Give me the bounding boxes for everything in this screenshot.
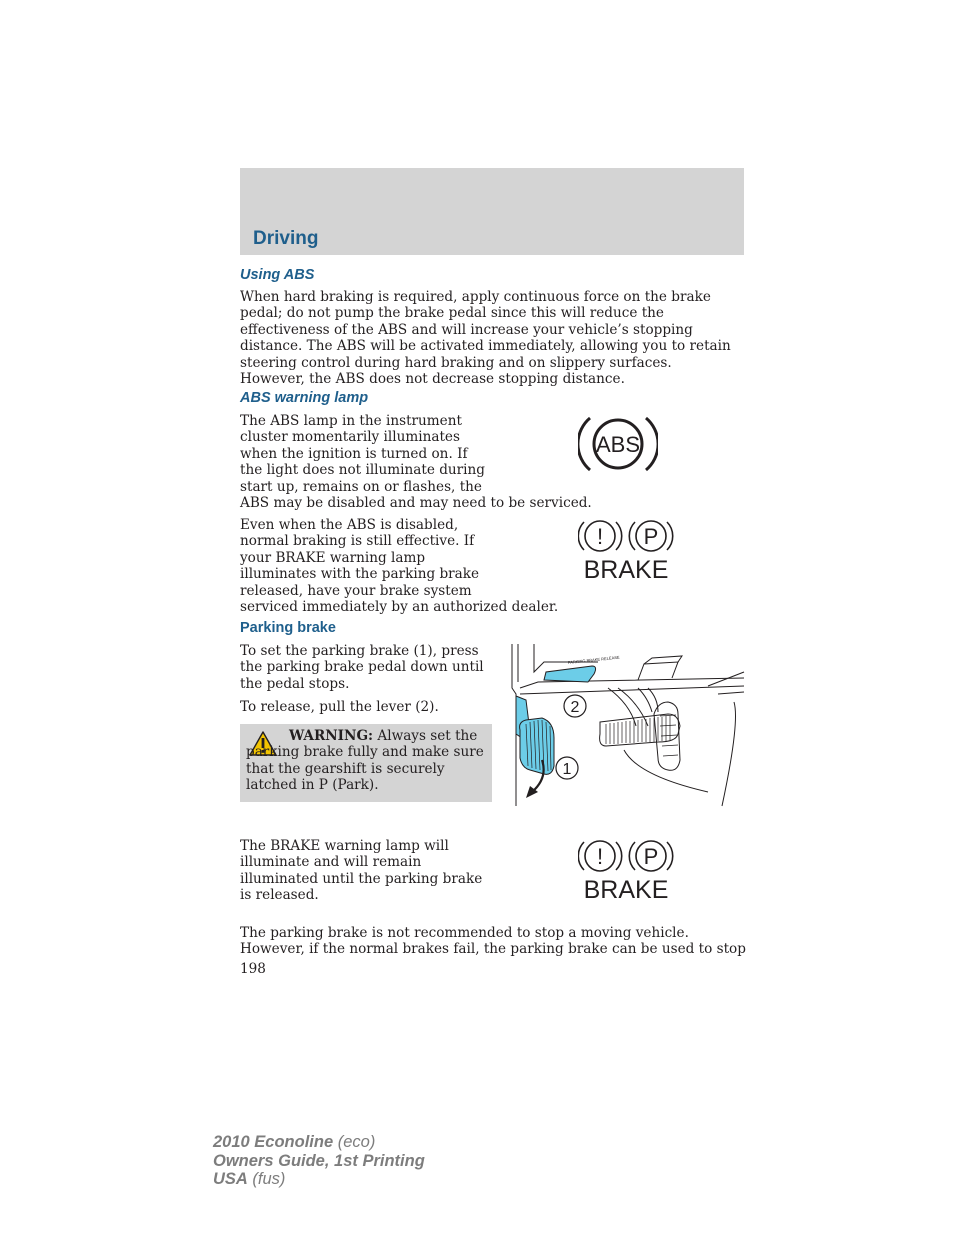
brake-word: BRAKE (583, 556, 669, 584)
text-line: To set the parking brake (1), press (240, 643, 479, 659)
text-line: the light does not illuminate during (240, 462, 485, 479)
text-line: The ABS lamp in the instrument (240, 413, 462, 429)
footer-model-code: (eco) (333, 1133, 376, 1151)
text-line: The parking brake is not recommended to stop a moving vehicle. (240, 925, 689, 941)
footer-region-code: (fus) (247, 1170, 286, 1188)
brake-warning-lamp-icon (578, 518, 674, 584)
abs-icon-label: ABS (595, 432, 641, 457)
section-header (240, 168, 744, 255)
lever-label: PARKING BRAKE RELEASE (567, 654, 620, 665)
abs-warning-lamp-icon (578, 412, 658, 476)
text-line: the parking brake pedal down until (240, 659, 484, 676)
parking-brake-release: To release, pull the lever (2). (240, 699, 439, 715)
brake-lamp-body (240, 838, 500, 904)
parking-brake-heading: Parking brake (240, 620, 336, 636)
footer-guide: Owners Guide, 1st Printing (213, 1151, 425, 1170)
text-line: illuminate and will remain (240, 854, 422, 871)
text-line: released, have your brake system (240, 582, 472, 599)
p-label: P (643, 844, 659, 869)
abs-lamp-body (240, 413, 740, 511)
using-abs-heading: Using ABS (240, 267, 315, 283)
footer-model: 2010 Econoline (213, 1133, 334, 1151)
warning-message: Always set the parking brake fully and make sure that the gearshift is securely latched in P (Park). (246, 728, 484, 794)
parking-brake-set (240, 643, 500, 692)
warning-text (246, 728, 484, 794)
page-number: 198 (240, 961, 266, 977)
text-line: illuminates with the parking brake (240, 566, 480, 583)
text-line: However, if the normal brakes fail, the parking brake can be used to stop (240, 941, 746, 958)
text-line: ABS may be disabled and may need to be serviced. (240, 495, 592, 512)
parking-brake-diagram (508, 642, 746, 808)
text-line: cluster momentarily illuminates (240, 429, 460, 446)
brake-word: BRAKE (583, 876, 669, 904)
exclaim-label: ! (596, 524, 604, 549)
text-line: the pedal stops. (240, 675, 350, 692)
footer (213, 1133, 425, 1189)
section-title: Driving (253, 228, 319, 249)
callout-2: 2 (570, 699, 580, 716)
using-abs-body: When hard braking is required, apply continuous force on the brake pedal; do not pump the brake pedal since this will reduce the effectiveness of the ABS and will increase your vehicle’s stopping distance. The ABS will be activated immediately, allowing you to retain steering control during hard braking and on slippery surfaces. However, the ABS does not decrease stopping distance. (240, 289, 731, 388)
footer-region: USA (213, 1170, 248, 1188)
text-line: when the ignition is turned on. If (240, 445, 468, 462)
text-line: your BRAKE warning lamp (240, 549, 426, 566)
text-line: Even when the ABS is disabled, (240, 517, 459, 533)
warning-label: WARNING: (289, 728, 374, 744)
warning-box (240, 724, 492, 802)
brake-warning-lamp-icon-2 (578, 838, 674, 904)
text-line: illuminated until the parking brake (240, 870, 483, 887)
abs-lamp-heading: ABS warning lamp (240, 390, 369, 406)
p-label: P (643, 524, 659, 549)
text-line: serviced immediately by an authorized dealer. (240, 599, 559, 616)
text-line: The BRAKE warning lamp will (240, 838, 449, 854)
text-line: is released. (240, 887, 319, 904)
text-line: normal braking is still effective. If (240, 533, 475, 550)
text-line: start up, remains on or flashes, the (240, 478, 482, 495)
closing-body (240, 925, 750, 958)
callout-1: 1 (562, 761, 572, 778)
exclaim-label: ! (596, 844, 604, 869)
